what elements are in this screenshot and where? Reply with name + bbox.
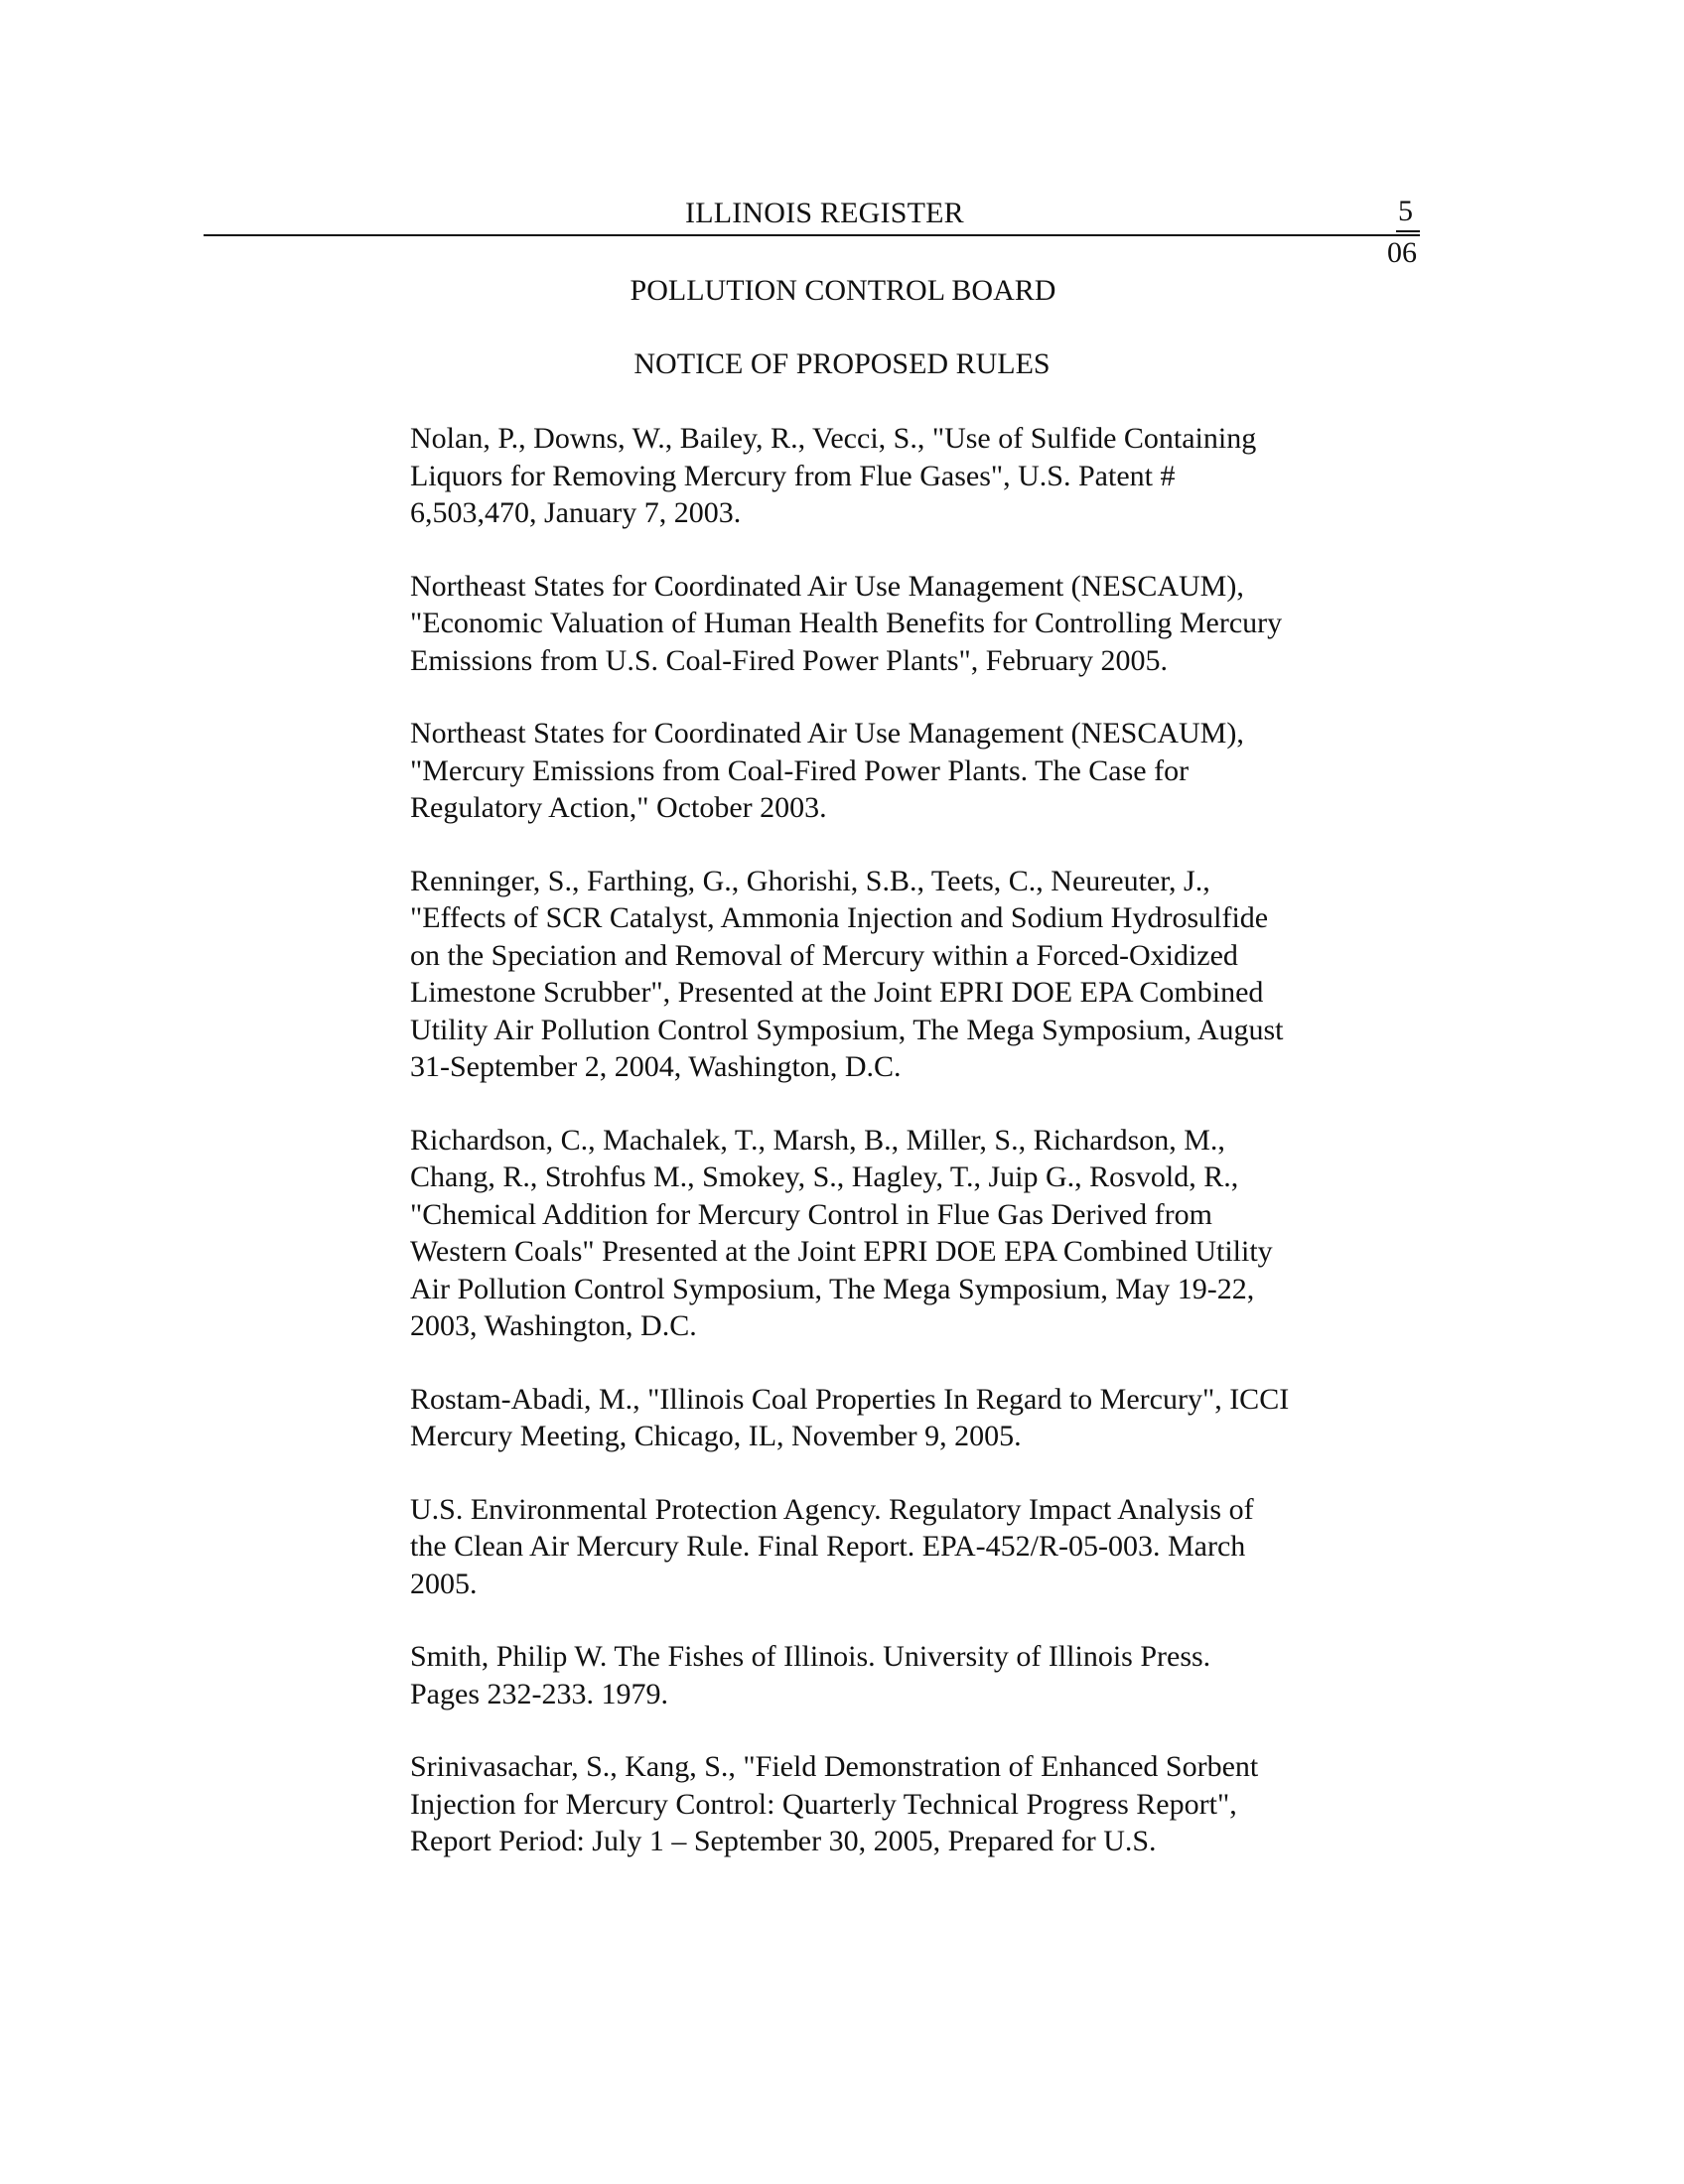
reference-line: the Clean Air Mercury Rule. Final Report. EPA-452/R-05-003. March	[410, 1530, 1246, 1563]
reference-line: Pages 232-233. 1979.	[410, 1677, 668, 1710]
reference-line: Emissions from U.S. Coal-Fired Power Plants", February 2005.	[410, 643, 1169, 677]
reference-line: Renninger, S., Farthing, G., Ghorishi, S.B., Teets, C., Neureuter, J.,	[410, 864, 1210, 897]
register-title: ILLINOIS REGISTER	[685, 197, 964, 229]
agency-heading-text: POLLUTION CONTROL BOARD	[630, 274, 1056, 307]
reference-line: "Chemical Addition for Mercury Control in Flue Gas Derived from	[410, 1197, 1212, 1231]
reference-line: Regulatory Action," October 2003.	[410, 791, 827, 824]
reference-line: 31-September 2, 2004, Washington, D.C.	[410, 1050, 902, 1083]
reference-line: Northeast States for Coordinated Air Use Management (NESCAUM),	[410, 569, 1244, 603]
issue-number: 06	[1387, 236, 1417, 269]
reference-line: Report Period: July 1 – September 30, 2005, Prepared for U.S.	[410, 1825, 1157, 1857]
reference-entry	[410, 1638, 1423, 1712]
reference-line: Injection for Mercury Control: Quarterly Technical Progress Report",	[410, 1787, 1237, 1821]
reference-line: Srinivasachar, S., Kang, S., "Field Demonstration of Enhanced Sorbent	[410, 1750, 1259, 1783]
reference-entry	[410, 1491, 1423, 1603]
reference-line: Chang, R., Strohfus M., Smokey, S., Hagley, T., Juip G., Rosvold, R.,	[410, 1160, 1239, 1193]
reference-line: on the Speciation and Removal of Mercury within a Forced-Oxidized	[410, 938, 1238, 972]
reference-line: Mercury Meeting, Chicago, IL, November 9, 2005.	[410, 1420, 1022, 1452]
reference-line: "Economic Valuation of Human Health Benefits for Controlling Mercury	[410, 607, 1283, 639]
reference-line: Smith, Philip W. The Fishes of Illinois. University of Illinois Press.	[410, 1640, 1211, 1673]
reference-line: Western Coals" Presented at the Joint EPRI DOE EPA Combined Utility	[410, 1235, 1273, 1268]
reference-line: 2003, Washington, D.C.	[410, 1309, 697, 1342]
notice-heading	[0, 347, 1684, 381]
reference-line: Air Pollution Control Symposium, The Mega Symposium, May 19-22,	[410, 1272, 1255, 1305]
reference-entry	[410, 420, 1423, 532]
reference-line: Rostam-Abadi, M., "Illinois Coal Properties In Regard to Mercury", ICCI	[410, 1382, 1290, 1416]
notice-heading-text: NOTICE OF PROPOSED RULES	[633, 347, 1051, 380]
reference-line: "Effects of SCR Catalyst, Ammonia Injection and Sodium Hydrosulfide	[410, 901, 1269, 934]
reference-line: U.S. Environmental Protection Agency. Regulatory Impact Analysis of	[410, 1492, 1254, 1526]
reference-line: Limestone Scrubber", Presented at the Joint EPRI DOE EPA Combined	[410, 976, 1264, 1009]
agency-heading	[0, 274, 1684, 308]
page-number-underline	[1396, 230, 1420, 232]
reference-line: Northeast States for Coordinated Air Use Management (NESCAUM),	[410, 717, 1244, 750]
reference-entry	[410, 1381, 1423, 1455]
reference-entry	[410, 1748, 1423, 1860]
reference-entry	[410, 715, 1423, 827]
header-rule	[204, 234, 1420, 236]
reference-list	[410, 420, 1423, 1896]
reference-line: Utility Air Pollution Control Symposium, The Mega Symposium, August	[410, 1013, 1284, 1046]
page-number: 5	[1398, 195, 1413, 227]
reference-entry	[410, 1122, 1423, 1345]
reference-line: 6,503,470, January 7, 2003.	[410, 496, 742, 529]
reference-line: "Mercury Emissions from Coal-Fired Power Plants. The Case for	[410, 753, 1190, 787]
reference-line: Nolan, P., Downs, W., Bailey, R., Vecci, S., "Use of Sulfide Containing	[410, 422, 1257, 455]
reference-line: Liquors for Removing Mercury from Flue Gases", U.S. Patent #	[410, 459, 1176, 492]
reference-entry	[410, 863, 1423, 1086]
reference-line: 2005.	[410, 1567, 478, 1600]
reference-line: Richardson, C., Machalek, T., Marsh, B., Miller, S., Richardson, M.,	[410, 1123, 1225, 1157]
reference-entry	[410, 568, 1423, 680]
